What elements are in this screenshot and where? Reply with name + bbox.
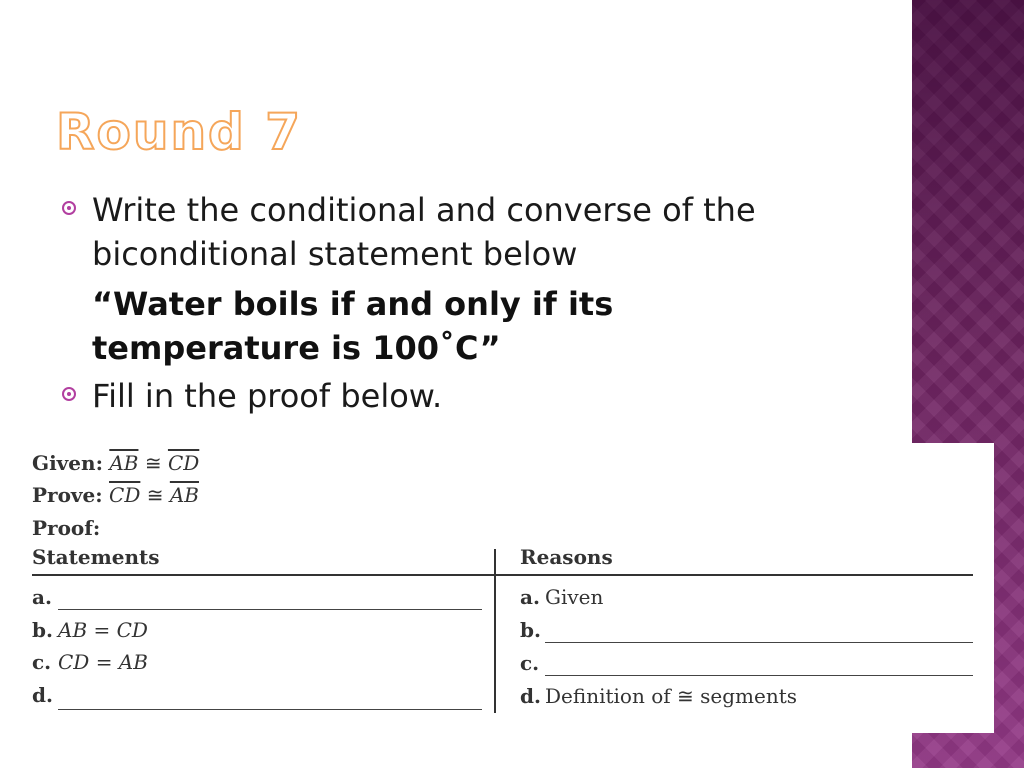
table-header-rule	[32, 574, 973, 576]
given-segment-1: $\overline{AB}$	[109, 451, 139, 475]
reason-text-d: Definition of ≅ segments	[545, 684, 798, 708]
given-line	[32, 451, 199, 475]
table-column-divider	[494, 549, 496, 713]
statement-label-d: d.	[32, 683, 53, 707]
reasons-header: Reasons	[520, 545, 613, 569]
bullet-item	[62, 188, 842, 276]
given-relation: ≅	[144, 451, 162, 475]
prove-relation: ≅	[146, 483, 164, 507]
bullet-text: Fill in the proof below.	[92, 377, 443, 415]
reason-label-d: d.	[520, 684, 541, 708]
statement-label-c: c.	[32, 650, 52, 674]
statement-label-b: b.	[32, 618, 53, 642]
proof-figure	[0, 443, 994, 733]
reason-label-a: a.	[520, 585, 540, 609]
statements-header: Statements	[32, 545, 160, 569]
reason-blank-c	[545, 675, 973, 676]
slide-title: Round 7	[56, 103, 303, 161]
prove-segment-1: $\overline{CD}$	[109, 483, 141, 507]
statement-text-c: CD = AB	[58, 650, 148, 674]
bullet-list	[62, 188, 842, 418]
bullet-circle-icon	[62, 201, 76, 215]
reason-label-c: c.	[520, 651, 540, 675]
bullet-text: Write the conditional and converse of the biconditional statement below	[92, 191, 756, 273]
bullet-item	[62, 374, 842, 418]
prove-label: Prove:	[32, 483, 103, 507]
proof-line	[32, 516, 100, 540]
given-segment-2: $\overline{CD}$	[167, 451, 200, 475]
bullet-circle-icon	[62, 387, 76, 401]
prove-segment-2: $\overline{AB}$	[169, 483, 199, 507]
proof-label: Proof:	[32, 516, 101, 540]
reason-label-b: b.	[520, 618, 541, 642]
statement-blank-a	[58, 609, 482, 610]
statement-label-a: a.	[32, 585, 52, 609]
statement-blank-d	[58, 709, 482, 710]
prove-line	[32, 483, 199, 507]
reason-blank-b	[545, 642, 973, 643]
reason-text-a: Given	[545, 585, 604, 609]
statement-text-b: AB = CD	[58, 618, 148, 642]
given-label: Given:	[32, 451, 103, 475]
biconditional-quote: “Water boils if and only if its temperature is 100˚C”	[92, 285, 614, 367]
